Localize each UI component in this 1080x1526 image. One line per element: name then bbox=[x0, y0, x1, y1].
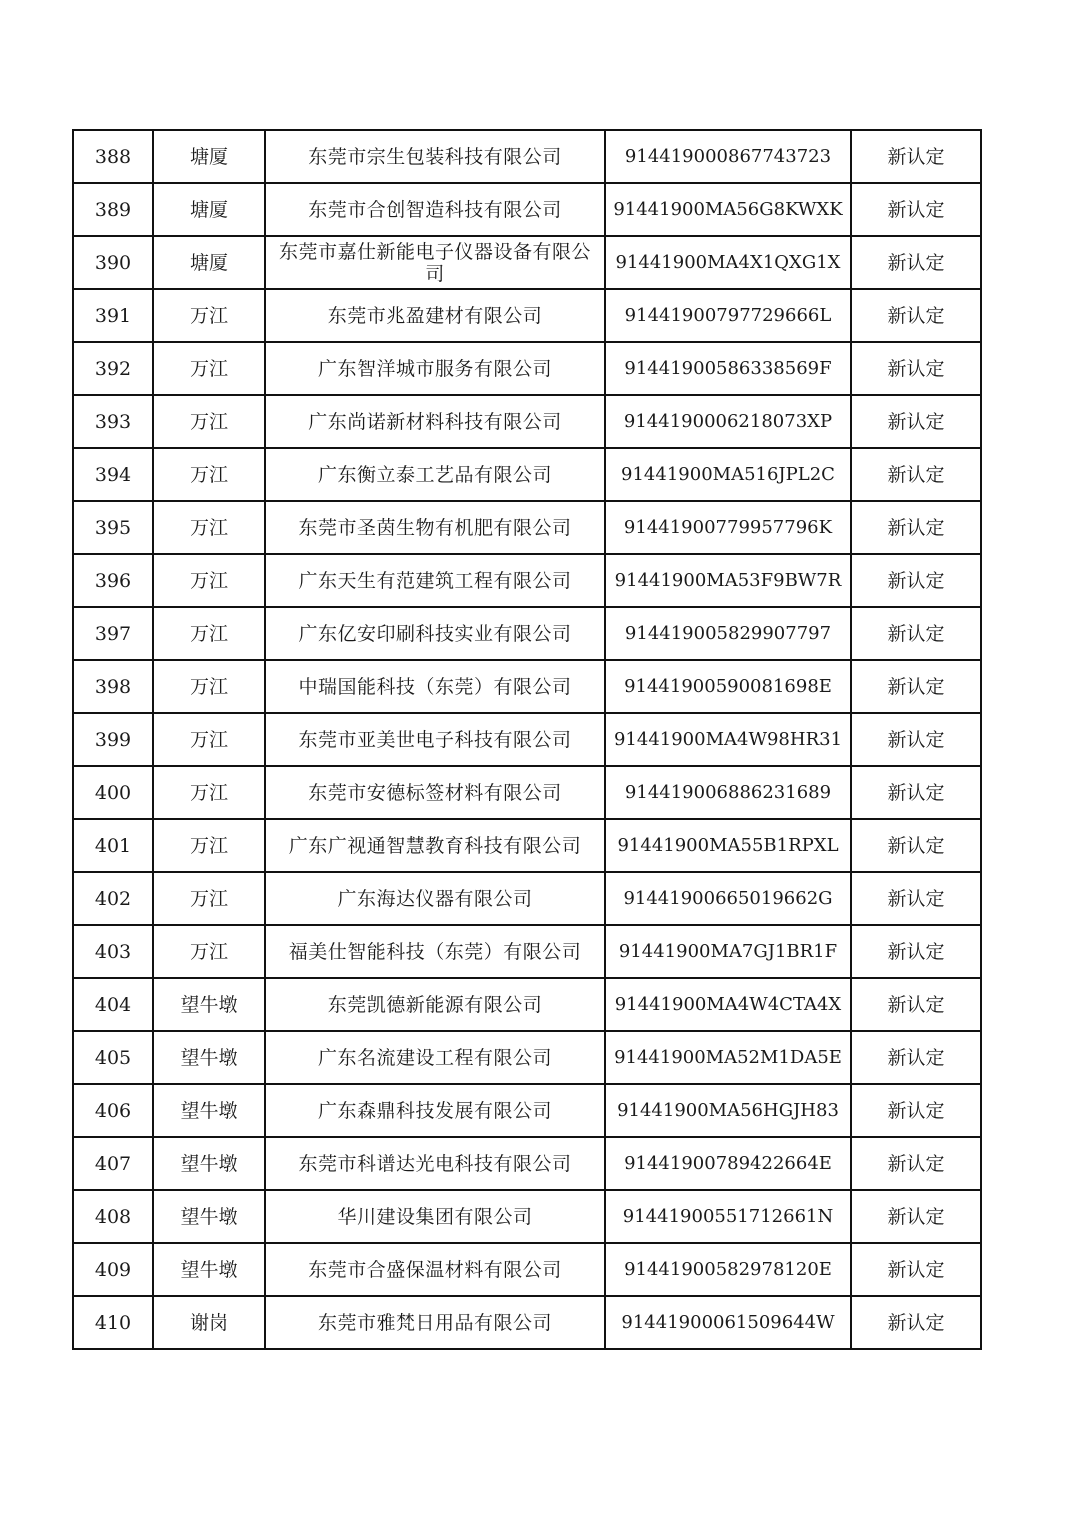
status-cell: 新认定 bbox=[851, 766, 981, 819]
serial-number-cell: 397 bbox=[73, 607, 153, 660]
serial-number-cell: 392 bbox=[73, 342, 153, 395]
status-cell: 新认定 bbox=[851, 872, 981, 925]
company-name-cell: 东莞市科谱达光电科技有限公司 bbox=[265, 1137, 605, 1190]
status-cell: 新认定 bbox=[851, 819, 981, 872]
company-name-cell: 广东衡立泰工艺品有限公司 bbox=[265, 448, 605, 501]
credit-code-cell: 91441900061509644W bbox=[605, 1296, 851, 1349]
company-name-cell: 广东广视通智慧教育科技有限公司 bbox=[265, 819, 605, 872]
status-cell: 新认定 bbox=[851, 978, 981, 1031]
serial-number-cell: 403 bbox=[73, 925, 153, 978]
company-name-cell: 中瑞国能科技（东莞）有限公司 bbox=[265, 660, 605, 713]
status-cell: 新认定 bbox=[851, 501, 981, 554]
status-cell: 新认定 bbox=[851, 713, 981, 766]
credit-code-cell: 91441900MA4W98HR31 bbox=[605, 713, 851, 766]
town-cell: 望牛墩 bbox=[153, 978, 265, 1031]
credit-code-cell: 91441900MA7GJ1BR1F bbox=[605, 925, 851, 978]
serial-number-cell: 406 bbox=[73, 1084, 153, 1137]
credit-code-cell: 9144190006218073XP bbox=[605, 395, 851, 448]
table-row bbox=[73, 713, 981, 766]
table-row bbox=[73, 1031, 981, 1084]
company-name-cell: 东莞市圣茵生物有机肥有限公司 bbox=[265, 501, 605, 554]
credit-code-cell: 91441900MA56G8KWXK bbox=[605, 183, 851, 236]
table-row bbox=[73, 395, 981, 448]
credit-code-cell: 91441900590081698E bbox=[605, 660, 851, 713]
status-cell: 新认定 bbox=[851, 1296, 981, 1349]
status-cell: 新认定 bbox=[851, 554, 981, 607]
town-cell: 望牛墩 bbox=[153, 1084, 265, 1137]
town-cell: 望牛墩 bbox=[153, 1190, 265, 1243]
company-name-cell: 东莞市宗生包装科技有限公司 bbox=[265, 130, 605, 183]
table-row bbox=[73, 766, 981, 819]
credit-code-cell: 91441900MA52M1DA5E bbox=[605, 1031, 851, 1084]
table-row bbox=[73, 1190, 981, 1243]
town-cell: 望牛墩 bbox=[153, 1031, 265, 1084]
table-row bbox=[73, 183, 981, 236]
credit-code-cell: 91441900MA4W4CTA4X bbox=[605, 978, 851, 1031]
town-cell: 万江 bbox=[153, 395, 265, 448]
status-cell: 新认定 bbox=[851, 289, 981, 342]
table-row bbox=[73, 1243, 981, 1296]
credit-code-cell: 914419006886231689 bbox=[605, 766, 851, 819]
serial-number-cell: 390 bbox=[73, 236, 153, 289]
status-cell: 新认定 bbox=[851, 448, 981, 501]
company-name-cell: 广东智洋城市服务有限公司 bbox=[265, 342, 605, 395]
status-cell: 新认定 bbox=[851, 1190, 981, 1243]
table-row bbox=[73, 819, 981, 872]
table-row bbox=[73, 925, 981, 978]
table-row bbox=[73, 607, 981, 660]
serial-number-cell: 399 bbox=[73, 713, 153, 766]
town-cell: 塘厦 bbox=[153, 236, 265, 289]
town-cell: 望牛墩 bbox=[153, 1243, 265, 1296]
serial-number-cell: 398 bbox=[73, 660, 153, 713]
serial-number-cell: 395 bbox=[73, 501, 153, 554]
serial-number-cell: 400 bbox=[73, 766, 153, 819]
serial-number-cell: 410 bbox=[73, 1296, 153, 1349]
table-row bbox=[73, 501, 981, 554]
table-row bbox=[73, 978, 981, 1031]
table-row bbox=[73, 289, 981, 342]
table-row bbox=[73, 448, 981, 501]
credit-code-cell: 91441900MA56HGJH83 bbox=[605, 1084, 851, 1137]
table-row bbox=[73, 130, 981, 183]
company-name-cell: 福美仕智能科技（东莞）有限公司 bbox=[265, 925, 605, 978]
table-row bbox=[73, 236, 981, 289]
serial-number-cell: 404 bbox=[73, 978, 153, 1031]
serial-number-cell: 407 bbox=[73, 1137, 153, 1190]
credit-code-cell: 91441900586338569F bbox=[605, 342, 851, 395]
credit-code-cell: 91441900MA53F9BW7R bbox=[605, 554, 851, 607]
table-row bbox=[73, 1084, 981, 1137]
table-row bbox=[73, 872, 981, 925]
company-name-cell: 华川建设集团有限公司 bbox=[265, 1190, 605, 1243]
serial-number-cell: 393 bbox=[73, 395, 153, 448]
table-row bbox=[73, 660, 981, 713]
serial-number-cell: 389 bbox=[73, 183, 153, 236]
status-cell: 新认定 bbox=[851, 925, 981, 978]
table-row bbox=[73, 1137, 981, 1190]
company-name-cell: 东莞市安德标签材料有限公司 bbox=[265, 766, 605, 819]
status-cell: 新认定 bbox=[851, 1084, 981, 1137]
credit-code-cell: 91441900779957796K bbox=[605, 501, 851, 554]
credit-code-cell: 91441900MA55B1RPXL bbox=[605, 819, 851, 872]
credit-code-cell: 91441900MA4X1QXG1X bbox=[605, 236, 851, 289]
status-cell: 新认定 bbox=[851, 1031, 981, 1084]
company-name-cell: 东莞市合创智造科技有限公司 bbox=[265, 183, 605, 236]
town-cell: 万江 bbox=[153, 925, 265, 978]
status-cell: 新认定 bbox=[851, 130, 981, 183]
serial-number-cell: 408 bbox=[73, 1190, 153, 1243]
status-cell: 新认定 bbox=[851, 236, 981, 289]
credit-code-cell: 914419000867743723 bbox=[605, 130, 851, 183]
serial-number-cell: 396 bbox=[73, 554, 153, 607]
table-row bbox=[73, 1296, 981, 1349]
serial-number-cell: 409 bbox=[73, 1243, 153, 1296]
town-cell: 塘厦 bbox=[153, 183, 265, 236]
status-cell: 新认定 bbox=[851, 607, 981, 660]
credit-code-cell: 91441900551712661N bbox=[605, 1190, 851, 1243]
credit-code-cell: 91441900582978120E bbox=[605, 1243, 851, 1296]
credit-code-cell: 91441900MA516JPL2C bbox=[605, 448, 851, 501]
town-cell: 万江 bbox=[153, 289, 265, 342]
enterprise-list-table bbox=[72, 129, 982, 1350]
company-name-cell: 东莞市兆盈建材有限公司 bbox=[265, 289, 605, 342]
serial-number-cell: 405 bbox=[73, 1031, 153, 1084]
status-cell: 新认定 bbox=[851, 1137, 981, 1190]
town-cell: 万江 bbox=[153, 713, 265, 766]
town-cell: 塘厦 bbox=[153, 130, 265, 183]
status-cell: 新认定 bbox=[851, 395, 981, 448]
table-row bbox=[73, 554, 981, 607]
company-name-cell: 广东森鼎科技发展有限公司 bbox=[265, 1084, 605, 1137]
company-name-cell: 广东天生有范建筑工程有限公司 bbox=[265, 554, 605, 607]
company-name-cell: 广东海达仪器有限公司 bbox=[265, 872, 605, 925]
serial-number-cell: 394 bbox=[73, 448, 153, 501]
company-name-cell: 广东亿安印刷科技实业有限公司 bbox=[265, 607, 605, 660]
town-cell: 万江 bbox=[153, 660, 265, 713]
status-cell: 新认定 bbox=[851, 183, 981, 236]
credit-code-cell: 91441900665019662G bbox=[605, 872, 851, 925]
company-name-cell: 广东名流建设工程有限公司 bbox=[265, 1031, 605, 1084]
town-cell: 万江 bbox=[153, 766, 265, 819]
company-name-cell: 东莞市雅梵日用品有限公司 bbox=[265, 1296, 605, 1349]
town-cell: 万江 bbox=[153, 501, 265, 554]
town-cell: 万江 bbox=[153, 872, 265, 925]
credit-code-cell: 914419005829907797 bbox=[605, 607, 851, 660]
status-cell: 新认定 bbox=[851, 660, 981, 713]
company-name-cell: 广东尚诺新材料科技有限公司 bbox=[265, 395, 605, 448]
company-name-cell: 东莞市亚美世电子科技有限公司 bbox=[265, 713, 605, 766]
town-cell: 万江 bbox=[153, 819, 265, 872]
company-name-cell: 东莞凯德新能源有限公司 bbox=[265, 978, 605, 1031]
table-row bbox=[73, 342, 981, 395]
status-cell: 新认定 bbox=[851, 342, 981, 395]
town-cell: 万江 bbox=[153, 448, 265, 501]
company-name-cell: 东莞市嘉仕新能电子仪器设备有限公司 bbox=[265, 236, 605, 289]
serial-number-cell: 401 bbox=[73, 819, 153, 872]
serial-number-cell: 391 bbox=[73, 289, 153, 342]
table-body bbox=[73, 130, 981, 1349]
company-name-cell: 东莞市合盛保温材料有限公司 bbox=[265, 1243, 605, 1296]
credit-code-cell: 91441900797729666L bbox=[605, 289, 851, 342]
serial-number-cell: 402 bbox=[73, 872, 153, 925]
town-cell: 万江 bbox=[153, 342, 265, 395]
town-cell: 万江 bbox=[153, 607, 265, 660]
town-cell: 万江 bbox=[153, 554, 265, 607]
status-cell: 新认定 bbox=[851, 1243, 981, 1296]
town-cell: 望牛墩 bbox=[153, 1137, 265, 1190]
serial-number-cell: 388 bbox=[73, 130, 153, 183]
credit-code-cell: 91441900789422664E bbox=[605, 1137, 851, 1190]
town-cell: 谢岗 bbox=[153, 1296, 265, 1349]
